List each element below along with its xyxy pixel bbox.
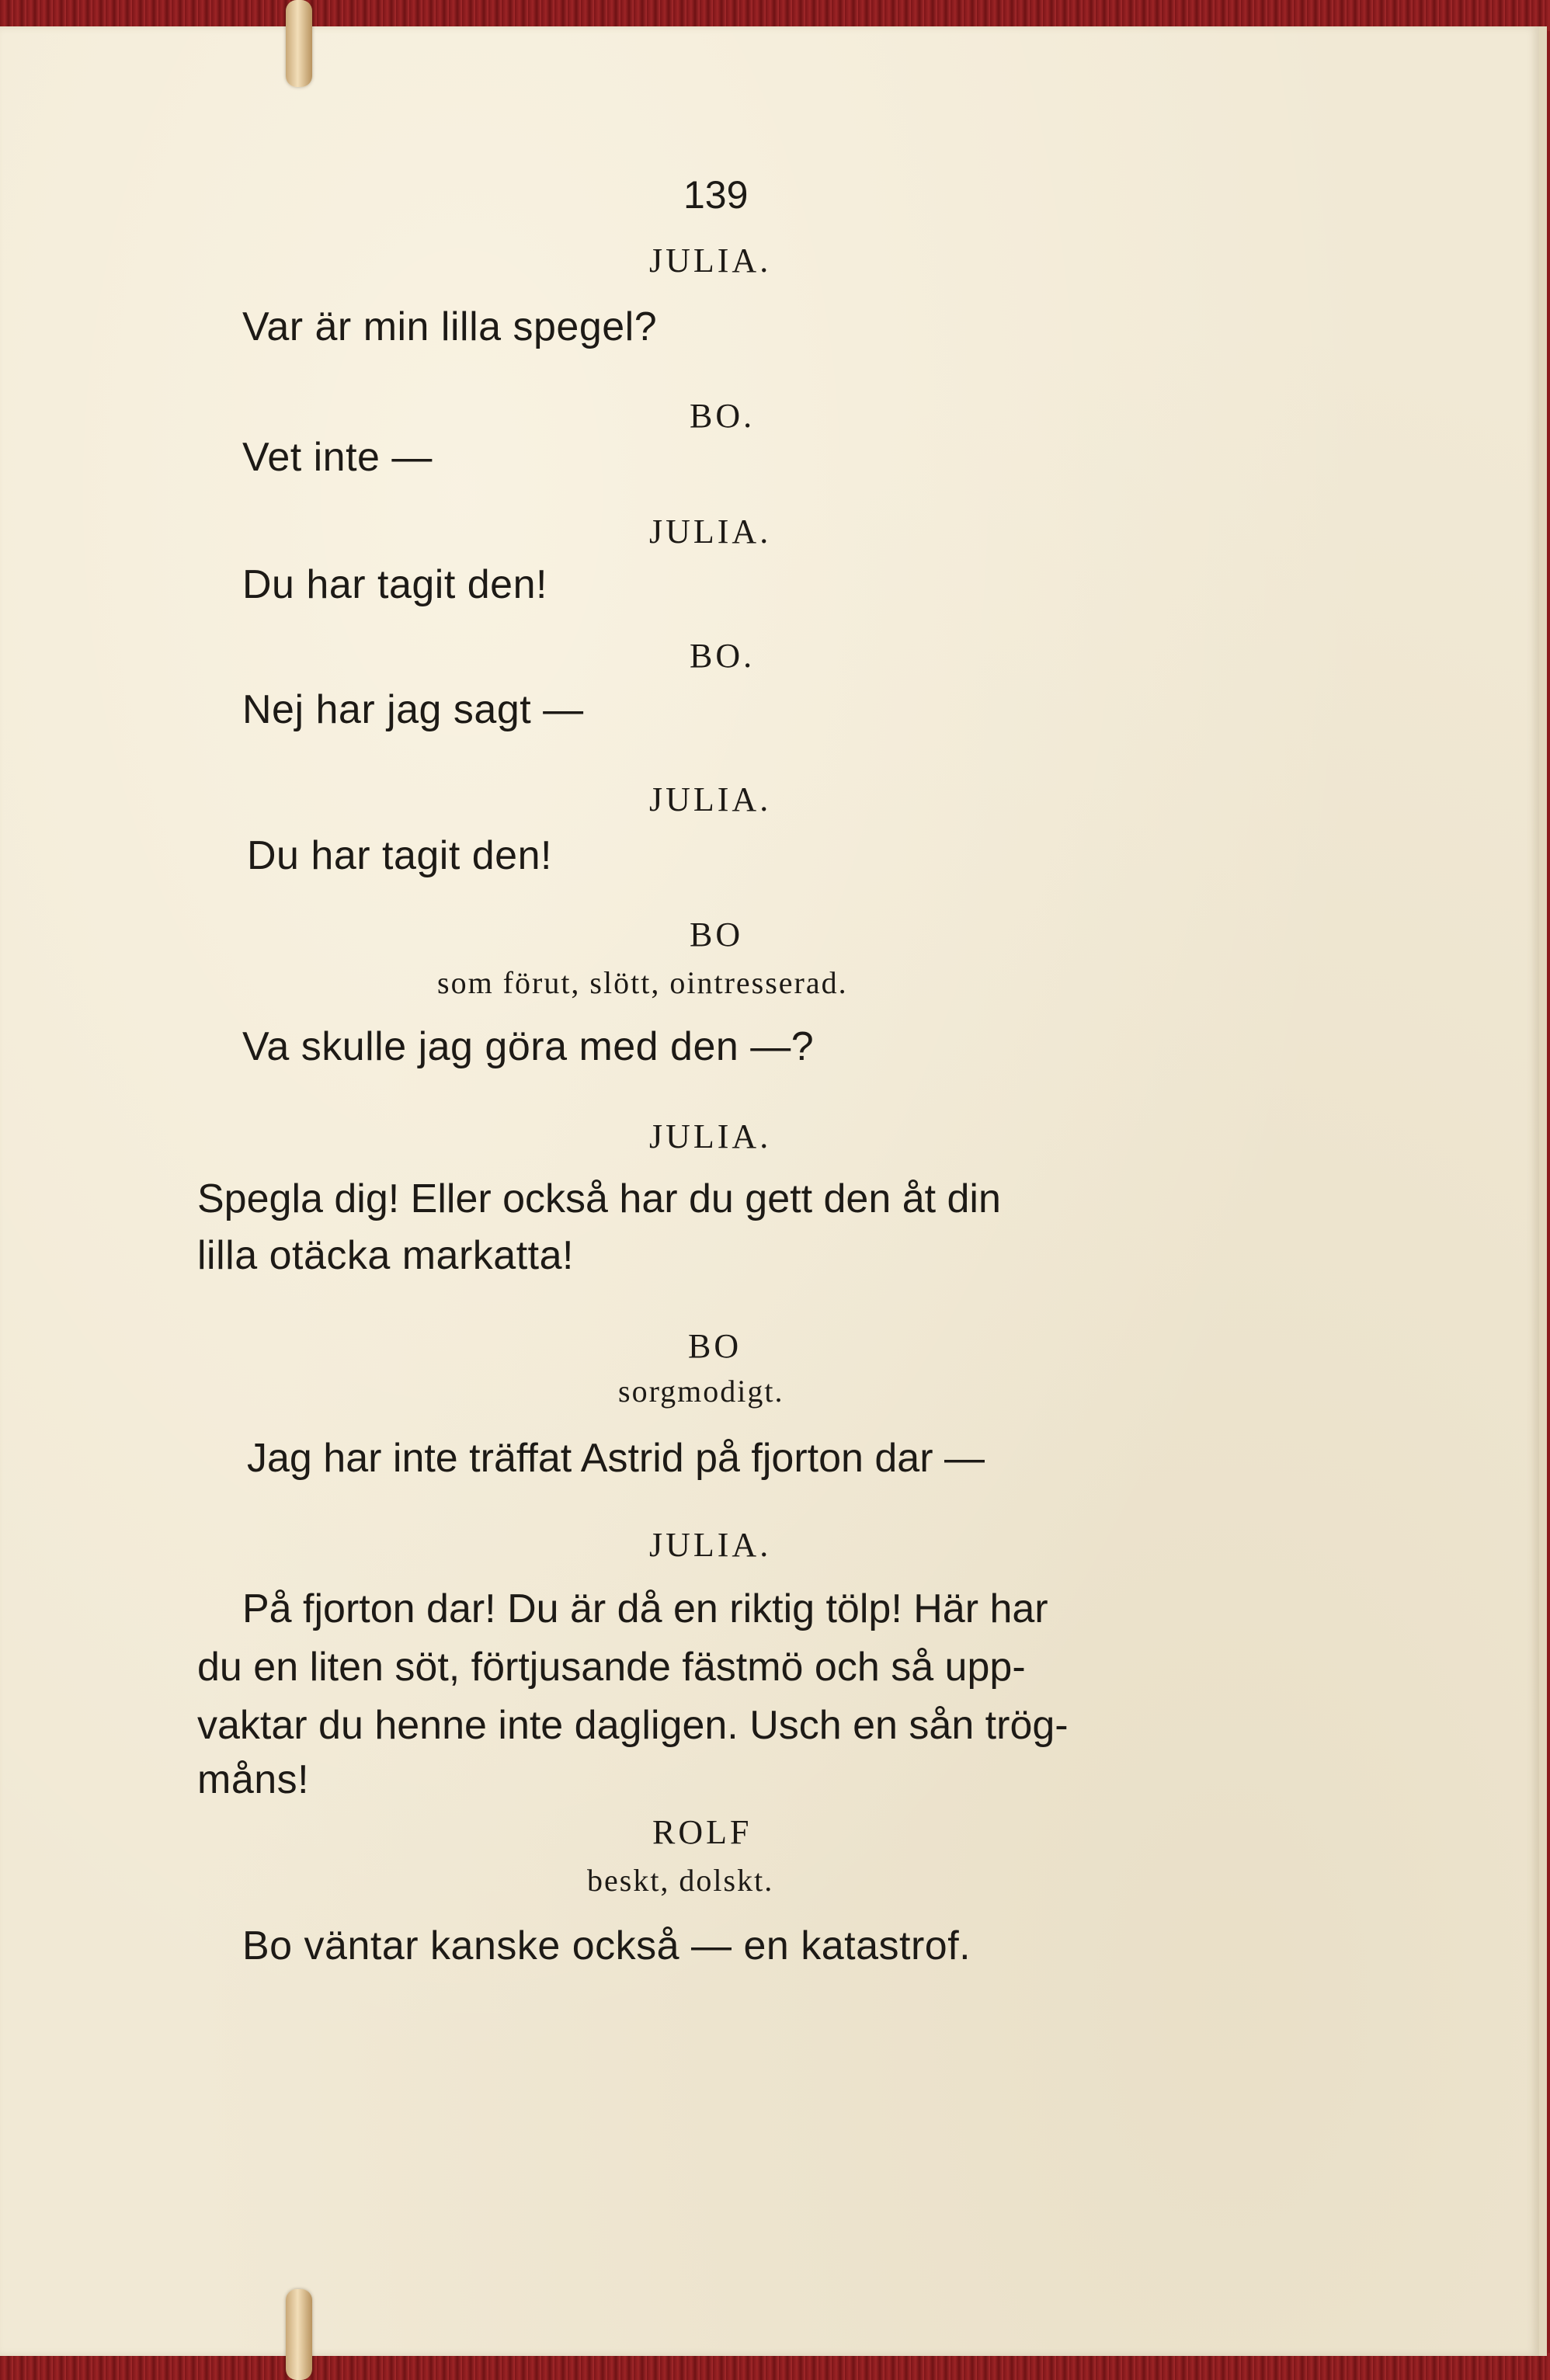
book-binding-bottom bbox=[0, 2353, 1550, 2380]
dialogue-line: Bo väntar kanske också — en katastrof. bbox=[242, 1923, 971, 1968]
speaker-label: BO bbox=[690, 916, 744, 954]
speaker-label: BO. bbox=[690, 397, 756, 435]
speaker-label: JULIA. bbox=[649, 1526, 772, 1564]
dialogue-line: Vet inte — bbox=[242, 435, 433, 480]
dialogue-line: Va skulle jag göra med den —? bbox=[242, 1024, 815, 1069]
stage-direction: beskt, dolskt. bbox=[587, 1863, 774, 1898]
dialogue-line: lilla otäcka markatta! bbox=[197, 1233, 574, 1278]
bookmark-ribbon-top bbox=[286, 0, 312, 87]
dialogue-line: Jag har inte träffat Astrid på fjorton dar — bbox=[247, 1436, 985, 1481]
dialogue-line: du en liten söt, förtjusande fästmö och så upp- bbox=[197, 1645, 1026, 1690]
dialogue-line: Nej har jag sagt — bbox=[242, 687, 584, 732]
dialogue-line: måns! bbox=[197, 1757, 310, 1802]
dialogue-line: vaktar du henne inte dagligen. Usch en sån trög- bbox=[197, 1703, 1069, 1748]
bookmark-ribbon-bottom bbox=[286, 2289, 312, 2380]
speaker-label: JULIA. bbox=[649, 1117, 772, 1155]
dialogue-line: Var är min lilla spegel? bbox=[242, 304, 658, 349]
dialogue-line: Spegla dig! Eller också har du gett den åt din bbox=[197, 1176, 1001, 1221]
speaker-label: BO bbox=[688, 1327, 742, 1365]
stage-direction: som förut, slött, ointresserad. bbox=[437, 965, 848, 1000]
speaker-label: JULIA. bbox=[649, 780, 772, 818]
page-number: 139 bbox=[683, 173, 749, 217]
speaker-label: JULIA. bbox=[649, 241, 772, 280]
dialogue-line: Du har tagit den! bbox=[242, 562, 547, 607]
stage-direction: sorgmodigt. bbox=[618, 1374, 784, 1409]
speaker-label: ROLF bbox=[652, 1813, 752, 1851]
dialogue-line: På fjorton dar! Du är då en riktig tölp! Här har bbox=[242, 1586, 1048, 1631]
dialogue-line: Du har tagit den! bbox=[247, 833, 552, 878]
speaker-label: JULIA. bbox=[649, 512, 772, 551]
speaker-label: BO. bbox=[690, 637, 756, 675]
